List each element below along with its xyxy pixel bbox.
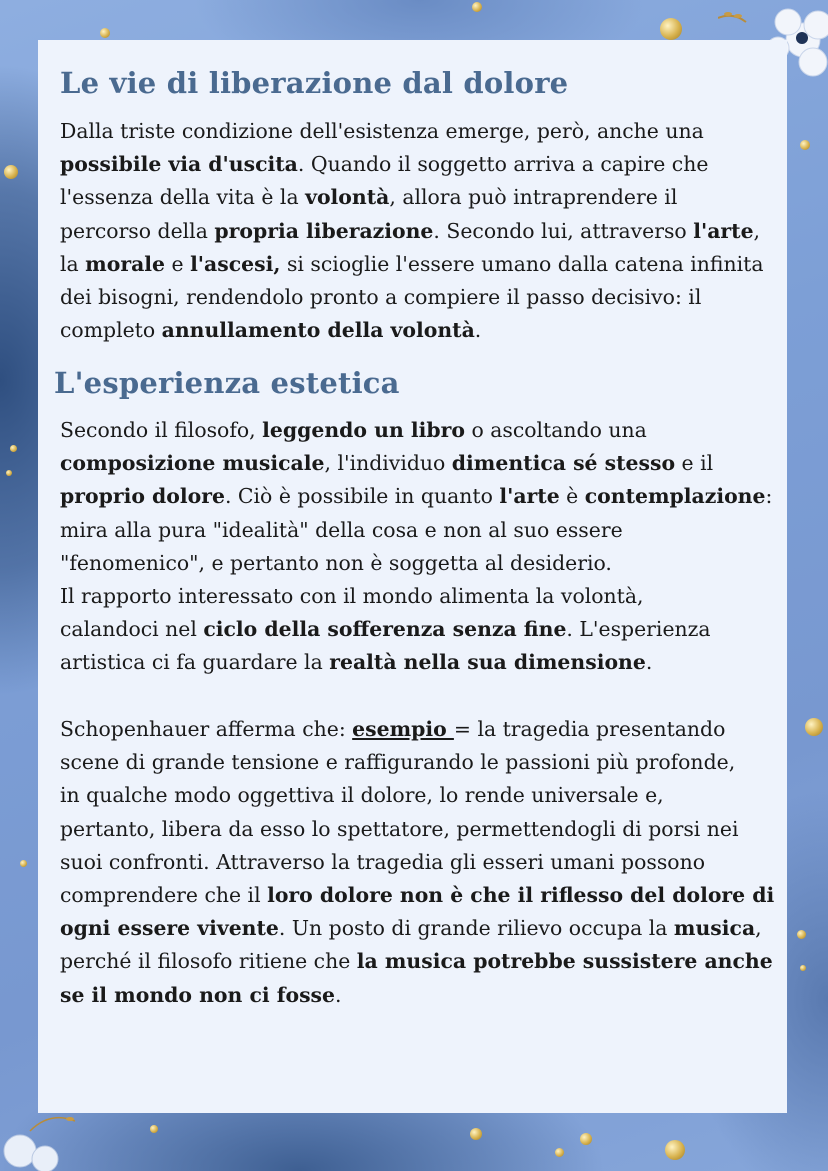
text-segment: artistica ci fa guardare la <box>60 650 330 675</box>
text-line <box>60 281 775 314</box>
text-segment: Dalla triste condizione dell'esistenza emerge, però, anche una <box>60 119 704 143</box>
text-segment: . <box>335 982 342 1007</box>
bold-text: possibile via d'uscita <box>60 152 298 177</box>
text-line <box>60 879 775 912</box>
text-line <box>60 148 775 181</box>
gold-dot <box>20 860 27 867</box>
text-segment: Schopenhauer afferma che: <box>60 717 353 741</box>
bold-text: dimentica sé stesso <box>451 451 676 476</box>
bold-text: propria liberazione <box>214 218 434 243</box>
gold-dot <box>4 165 18 179</box>
text-segment: , allora può intraprendere il <box>389 185 678 210</box>
gold-dot <box>555 1148 564 1157</box>
text-line <box>60 613 775 646</box>
gold-dot <box>805 718 823 736</box>
text-segment: = la tragedia presentando <box>453 717 726 741</box>
gold-dot <box>100 28 110 38</box>
text-segment: , l'individuo <box>324 451 452 476</box>
bold-text: la musica potrebbe sussistere anche <box>356 949 773 974</box>
bold-text: l'arte <box>499 484 560 509</box>
gold-dot <box>580 1133 592 1145</box>
text-line <box>60 846 775 879</box>
gold-dot <box>470 1128 482 1140</box>
bold-text: ciclo della sofferenza senza fine <box>203 617 567 642</box>
gold-dot <box>665 1140 685 1160</box>
bold-text: l'arte <box>693 218 754 243</box>
text-line <box>60 813 775 846</box>
bold-text: se il mondo non ci fosse <box>60 982 336 1007</box>
text-line <box>60 115 775 148</box>
text-segment: Il rapporto interessato con il mondo alimenta la volontà, <box>60 584 644 609</box>
text-line <box>60 912 775 945</box>
section-title-liberation: Le vie di liberazione dal dolore <box>60 66 569 100</box>
gold-dot <box>10 445 17 452</box>
bold-text: contemplazione <box>584 484 766 509</box>
text-segment: si scioglie l'essere umano dalla catena infinita <box>280 251 764 276</box>
text-segment: . <box>645 650 653 675</box>
text-segment: perché il filosofo ritiene che <box>60 949 357 974</box>
text-segment: . Secondo lui, attraverso <box>433 218 694 243</box>
text-segment: percorso della <box>60 218 215 243</box>
text-line <box>60 979 775 1012</box>
text-line <box>60 779 775 812</box>
text-segment: . Ciò è possibile in quanto <box>224 484 500 509</box>
text-segment: la <box>60 251 86 276</box>
bold-text: morale <box>85 251 166 276</box>
bold-text: realtà nella sua dimensione <box>329 650 646 675</box>
gold-dot <box>6 470 12 476</box>
text-segment: o ascoltando una <box>464 418 647 442</box>
text-segment: l'essenza della vita è la <box>60 185 306 210</box>
text-line <box>60 480 775 513</box>
bold-text: annullamento della volontà <box>161 318 475 343</box>
text-segment: dei bisogni, rendendolo pronto a compiere il passo decisivo: il <box>60 285 702 310</box>
text-line <box>60 447 775 480</box>
text-segment: completo <box>60 318 162 343</box>
text-line <box>60 181 775 214</box>
text-line <box>60 713 775 746</box>
text-line <box>60 646 775 679</box>
text-segment: . L'esperienza <box>566 617 711 642</box>
underlined-text: esempio <box>352 717 454 741</box>
text-segment: mira alla pura "idealità" della cosa e non al suo essere <box>60 517 623 542</box>
text-line <box>60 248 775 281</box>
text-line <box>60 945 775 978</box>
text-segment: , <box>753 218 761 243</box>
paragraph-schopenhauer-example <box>60 713 775 1012</box>
text-line <box>60 514 775 547</box>
text-segment: pertanto, libera da esso lo spettatore, permettendogli di porsi nei <box>60 816 739 841</box>
text-line <box>60 215 775 248</box>
gold-dot <box>150 1125 158 1133</box>
bold-text: proprio dolore <box>60 484 225 509</box>
text-segment: : <box>765 484 773 509</box>
text-segment: , <box>755 916 762 941</box>
text-line <box>60 580 775 613</box>
text-line <box>60 547 775 580</box>
text-line <box>60 746 775 779</box>
text-segment: . Un posto di grande rilievo occupa la <box>278 916 674 941</box>
text-segment: scene di grande tensione e raffigurando le passioni più profonde, <box>60 750 736 775</box>
gold-dot <box>800 965 806 971</box>
gold-dot <box>472 2 482 12</box>
bold-text: leggendo un libro <box>262 418 465 442</box>
text-segment: . <box>474 318 482 343</box>
text-segment: "fenomenico", e pertanto non è soggetta al desiderio. <box>60 550 612 575</box>
section-title-aesthetic-experience: L'esperienza estetica <box>54 366 400 400</box>
text-segment: e il <box>675 451 714 476</box>
paragraph-aesthetic-experience <box>60 414 775 680</box>
paragraph-liberation <box>60 115 775 347</box>
text-segment: in qualche modo oggettiva il dolore, lo rende universale e, <box>60 783 664 808</box>
text-segment: suoi confronti. Attraverso la tragedia gli esseri umani possono <box>60 849 705 874</box>
content-sheet <box>38 40 787 1113</box>
gold-dot <box>797 930 806 939</box>
bold-text: volontà <box>305 185 390 210</box>
text-line <box>60 314 775 347</box>
text-segment: comprendere che il <box>60 883 268 908</box>
text-segment: è <box>559 484 585 509</box>
bold-text: musica <box>673 916 756 941</box>
bold-text: ogni essere vivente <box>60 916 279 941</box>
gold-dot <box>660 18 682 40</box>
bold-text: l'ascesi, <box>190 251 281 276</box>
gold-dot <box>800 140 810 150</box>
bold-text: loro dolore non è che il riflesso del dolore di <box>267 883 775 908</box>
bold-text: composizione musicale <box>60 451 325 476</box>
text-line <box>60 414 775 447</box>
text-segment: Secondo il filosofo, <box>60 418 263 442</box>
text-segment: e <box>165 251 191 276</box>
text-segment: . Quando il soggetto arriva a capire che <box>297 152 709 177</box>
text-segment: calandoci nel <box>60 617 204 642</box>
